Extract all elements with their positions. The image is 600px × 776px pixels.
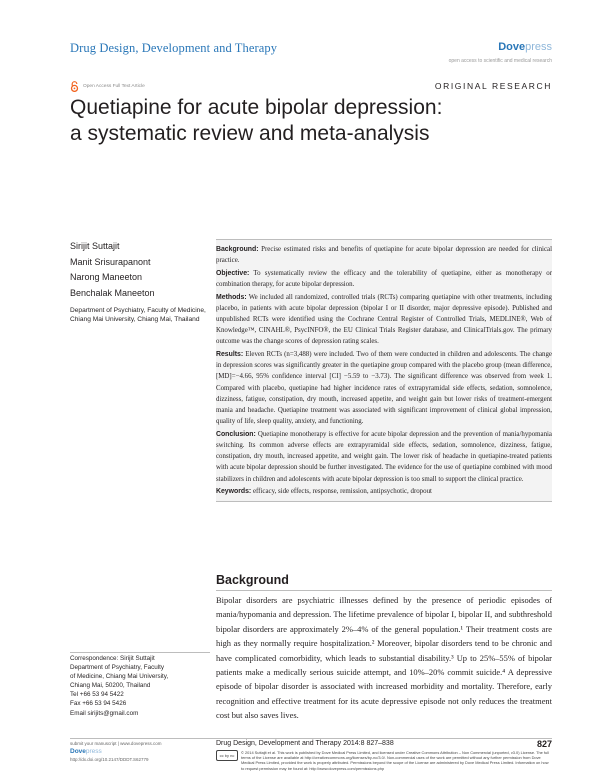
abstract-text: Quetiapine monotherapy is effective for acute bipolar depression and the prevention of mania/hypomania switching. Its common adverse effects are extrapyramidal side effects, sedation, somnolence, dizziness, fatigue, constipation, dry mouth, increased appetite, and weight gain. The lower risk of headache in quetiapine-treated patients with acute bipolar depression should be further investigated. The evidence for the use of quetiapine combined with mood stabilizers in children and adolescents with acute bipolar depression is too small to support the clinical practice. xyxy=(216,430,552,483)
journal-name: Drug Design, Development and Therapy xyxy=(70,41,278,55)
article-title xyxy=(70,95,540,147)
author-list xyxy=(70,239,155,301)
correspondence-line: Tel +66 53 94 5422 xyxy=(70,691,124,699)
body-text xyxy=(216,593,552,723)
correspondence-line: Correspondence: Sirijit Suttajit xyxy=(70,655,155,662)
footer-logo-light: press xyxy=(85,748,102,755)
abstract-label: Results: xyxy=(216,351,244,358)
author: Sirijit Suttajit xyxy=(70,241,120,251)
body-paragraph: Bipolar disorders are psychiatric illnesses defined by the presence of periodic episodes of mania/hypomania and depression. The lifetime prevalence of bipolar I, bipolar II, and subthreshold bipolar disorders are approximately 2%–4% of the general population.¹ Their treatment costs are high as they normally require hospitalization.² Moreover, bipolar disorders tend to be chronic and have complicated comorbidity, which leads to substantial disability.³ Up to 25%–55% of bipolar patients make a medically serious suicide attempt, and 10%–20% commit suicide.⁴ A depressive episode of bipolar disorder is associated with increased morbidity and mortality. Therefore, early recognition and effective treatment for its acute depressive episode not only reduces the treatment cost but also saves lives. xyxy=(216,595,552,721)
section-divider xyxy=(216,590,552,591)
copyright-notice xyxy=(216,750,552,771)
copyright-text: © 2014 Suttajit et al. This work is published by Dove Medical Press Limited, and licensed under Creative Commons Attribution – Non Commercial (unported, v3.0) License. The full terms of the License are available at http://creativecommons.org/licenses/by-nc/3.0/. Non-commercial uses of the work are permitted without any further permission from Dove Medical Press Limited, provided the work is properly attributed. Permissions beyond the scope of the License are administered by Dove Medical Press Limited. Information on how to request permission may be found at: http://www.dovepress.com/permissions.php xyxy=(241,750,549,771)
abstract-label: Methods: xyxy=(216,293,247,301)
footer-logo xyxy=(70,748,102,755)
abstract-text: efficacy, side effects, response, remission, antipsychotic, dropout xyxy=(251,488,432,496)
correspondence-line: Chiang Mai, 50200, Thailand xyxy=(70,682,151,690)
correspondence-divider xyxy=(70,652,210,653)
correspondence-block xyxy=(70,654,210,718)
affiliation: Department of Psychiatry, Faculty of Medicine, Chiang Mai University, Chiang Mai, Thailand xyxy=(70,307,206,324)
publisher-tagline: open access to scientific and medical research xyxy=(448,58,552,64)
open-access-badge xyxy=(70,81,145,92)
article-type: ORIGINAL RESEARCH xyxy=(434,81,552,91)
footer-logo-main: Dove xyxy=(70,748,86,755)
abstract-paragraph xyxy=(216,349,552,427)
abstract-box xyxy=(216,239,552,502)
abstract-label: Keywords: xyxy=(216,488,252,496)
author: Narong Maneeton xyxy=(70,272,143,282)
author: Manit Srisurapanont xyxy=(70,256,151,267)
correspondence-line: of Medicine, Chiang Mai University, xyxy=(70,673,169,681)
open-access-icon xyxy=(70,81,79,92)
footer-divider xyxy=(70,738,552,739)
correspondence-line: Fax +66 53 94 5426 xyxy=(70,700,127,708)
abstract-label: Conclusion: xyxy=(216,430,256,438)
publisher-logo xyxy=(498,41,552,53)
abstract-label: Background: xyxy=(216,246,259,253)
abstract-paragraph xyxy=(216,429,552,485)
abstract-paragraph xyxy=(216,244,552,266)
correspondence-email[interactable]: Email sirijits@gmail.com xyxy=(70,709,139,717)
abstract-paragraph xyxy=(216,268,552,290)
cc-license-icon: cc by nc xyxy=(216,750,238,761)
open-access-label: Open Access Full Text Article xyxy=(83,84,145,89)
abstract-label: Objective: xyxy=(216,269,250,277)
abstract-text: Eleven RCTs (n=3,488) were included. Two of them were conducted in children and adolescents. The change in depression scores was significantly greater in the quetiapine group compared with the placebo group (mean difference, [MD]=−4.66, 95% confidence interval [CI] −5.59 to −3.73). The significant difference was observed from week 1. Compared with placebo, quetiapine had higher incidence rates of extrapyramidal side effects, sedation, somnolence, dizziness, fatigue, constipation, dry mouth, increased appetite, and weight gain but lower risks of treatment-emergent mania and headache. Quetiapine treatment was associated with significant improvement of clinical global impression, quality of life, sleep quality, anxiety, and functioning. xyxy=(216,351,552,426)
doi-link[interactable]: http://dx.doi.org/10.2147/DDDT.S62779 xyxy=(70,757,149,762)
correspondence-line: Department of Psychiatry, Faculty xyxy=(70,664,165,672)
title-line-1: Quetiapine for acute bipolar depression: xyxy=(70,96,443,119)
submit-link[interactable]: submit your manuscript | www.dovepress.com xyxy=(70,741,162,746)
publisher-logo-main: Dove xyxy=(498,41,526,53)
abstract-paragraph xyxy=(216,292,552,348)
abstract-paragraph xyxy=(216,486,552,497)
page-number: 827 xyxy=(536,739,552,749)
abstract-text: We included all randomized, controlled trials (RCTs) comparing quetiapine with other treatments, including placebo, in patients with acute bipolar depression (bipolar I or II disorder, major depressive episode). Published and unpublished RCTs were identified using the Cochrane Central Register of Controlled Trials, MEDLINE®, Web of Knowledge™, CINAHL®, PsycINFO®, the EU Clinical Trials Register database, and ClinicalTrials.gov. The primary outcome was the change scores of depression rating scales. xyxy=(216,293,552,346)
citation: Drug Design, Development and Therapy 2014:8 827–838 xyxy=(216,740,394,747)
abstract-text: To systematically review the efficacy and the tolerability of quetiapine, either as monotherapy or combination therapy, for acute bipolar depression. xyxy=(216,269,552,288)
title-line-2: a systematic review and meta-analysis xyxy=(70,122,430,145)
author: Benchalak Maneeton xyxy=(70,287,155,298)
section-heading: Background xyxy=(216,573,289,587)
abstract-text: Precise estimated risks and benefits of quetiapine for acute bipolar depression are needed for clinical practice. xyxy=(216,246,552,265)
publisher-logo-light: press xyxy=(525,41,552,53)
